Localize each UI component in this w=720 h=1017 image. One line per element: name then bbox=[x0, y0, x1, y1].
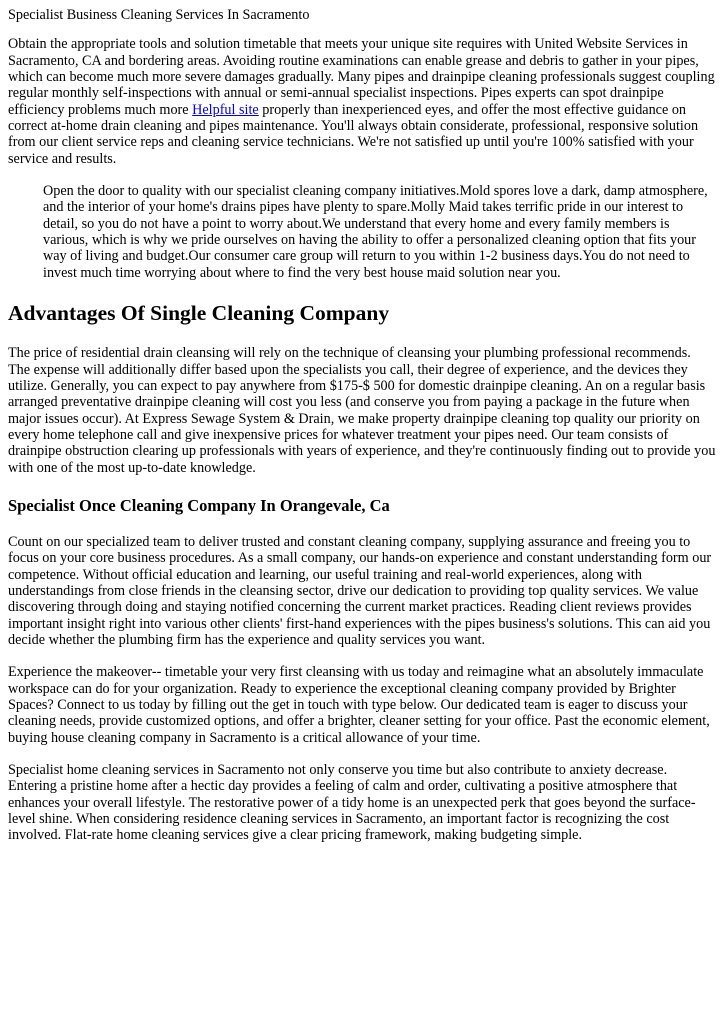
orangevale-paragraph-3: Specialist home cleaning services in Sacramento not only conserve you time but also contribute to anxiety decrease. Entering a pristine home after a hectic day provides a feeling of calm and order, cultivating a positive atmosphere that enhances your overall lifestyle. The restorative power of a tidy home is an unexpected perk that goes beyond the surface-level shine. When considering residence cleaning services in Sacramento, an important factor is recognizing the cost involved. Flat-rate home cleaning services give a clear pricing framework, making budgeting simple. bbox=[8, 762, 696, 844]
section-heading-orangevale: Specialist Once Cleaning Company In Orangevale, Ca bbox=[8, 495, 390, 515]
orangevale-paragraph-1: Count on our specialized team to deliver trusted and constant cleaning company, supplying assurance and freeing you to focus on your core business procedures. As a small company, our hands-on experience and constant understanding form our competence. Without official education and learning, our useful training and real-world experiences, along with understandings from close friends in the cleansing sector, drive our dedication to providing top quality services. We value discovering through doing and staying notified concerning the current market practices. Reading client reviews provides important insight right into various other clients' first-hand experiences with the pipes business's solutions. This can aid you decide whether the plumbing firm has the experience and quality services you want. bbox=[8, 533, 712, 648]
intro-text-before-link: Obtain the appropriate tools and solution timetable that meets your unique site requires with United Website Services in Sacramento, CA and bordering areas. Avoiding routine examinations can enable grease and debris to gather in your pipes, which can become much more severe damages gradually. Many pipes and drainpipe cleaning professionals suggest coupling regular monthly self-inspections with annual or semi-annual specialist inspections. Pipes experts can spot drainpipe efficiency problems much more bbox=[8, 36, 715, 118]
advantages-paragraph: The price of residential drain cleansing will rely on the technique of cleansing your plumbing professional recommends. The expense will additionally differ based upon the specialists you call, their degree of experience, and the devices they utilize. Generally, you can expect to pay anywhere from $175-$ 500 for domestic drainpipe cleaning. An on a regular basis arranged preventative drainpipe cleaning will cost you less (and conserve you from paying a package in the future when major issues occur). At Express Sewage System & Drain, we make property drainpipe cleaning top quality our priority on every home telephone call and give inexpensive prices for whatever treatment your pipes need. Our team consists of drainpipe obstruction clearing up professionals with years of experience, and they're continuously finding out to provide you with one of the most up-to-date knowledge. bbox=[8, 345, 716, 476]
intro-paragraph bbox=[8, 36, 716, 167]
section-heading-advantages: Advantages Of Single Cleaning Company bbox=[8, 301, 390, 326]
helpful-site-link[interactable]: Helpful site bbox=[192, 101, 259, 118]
orangevale-paragraph-2: Experience the makeover-- timetable your very first cleansing with us today and reimagine what an absolutely immaculate workspace can do for your organization. Ready to experience the exceptional cleaning company provided by Brighter Spaces? Connect to us today by filling out the get in touch with type below. Our dedicated team is eager to discuss your cleaning needs, provide customized options, and offer a brighter, cleaner setting for your office. Past the economic element, buying house cleaning company in Sacramento is a critical allowance of your time. bbox=[8, 664, 710, 746]
intro-text-after-link: properly than inexperienced eyes, and offer the most effective guidance on correct at-home drain cleaning and pipes maintenance. You'll always obtain considerate, professional, responsive solution from our client service reps and cleaning service technicians. We're not satisfied up until you're 100% satisfied with your service and results. bbox=[8, 101, 699, 167]
document-title: Specialist Business Cleaning Services In Sacramento bbox=[8, 7, 310, 23]
quote-block: Open the door to quality with our specialist cleaning company initiatives.Mold spores love a dark, damp atmosphere, and the interior of your home's drains pipes have plenty to spare.Molly Maid takes terrific pride in our interest to detail, so you do not have a point to worry about.We understand that every home and every family members is various, which is why we pride ourselves on having the ability to offer a personalized cleaning option that fits your way of living and budget.Our consumer care group will return to you within 1-2 business days.You do not need to invest much time worrying about where to find the very best house maid solution near you. bbox=[43, 183, 708, 281]
